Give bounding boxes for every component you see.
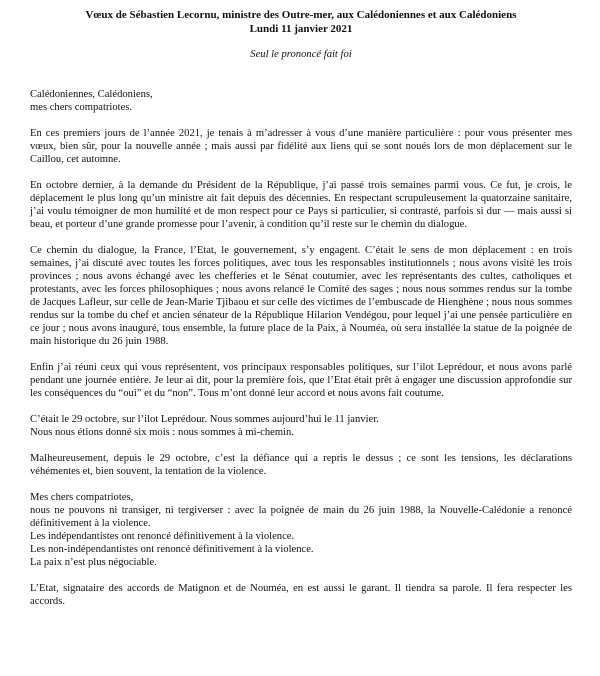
document-date: Lundi 11 janvier 2021	[249, 23, 353, 35]
paragraph: Malheureusement, depuis le 29 octobre, c’est la défiance qui a repris le dessus ; ce sont les tensions, les déclarations véhémentes et, bien souvent, la tentation de la violence.	[30, 453, 572, 477]
dates-block	[30, 413, 572, 439]
closing-line: Les non-indépendantistes ont renoncé définitivement à la violence.	[30, 544, 314, 555]
paragraph: Enfin j’ai réuni ceux qui vous représentent, vos principaux responsables politiques, sur l’ilot Leprédour, et nous avons parlé pendant une journée entière. Je leur ai dit, pour la première fois, que l’Etat était prêt à engager une discussion approfondie sur les conséquences du “oui” et du “non”. Tous m’ont donné leur accord et nous avons fait coutume.	[30, 362, 572, 399]
paragraph: En ces premiers jours de l’année 2021, je tenais à m’adresser à vous d’une manière particulière : pour vous présenter mes vœux, bien sûr, pour la nouvelle année ; mais aussi par fidélité aux liens qui se sont noués lors de mon déplacement sur le Caillou, cet automne.	[30, 128, 572, 165]
dates-line: C’était le 29 octobre, sur l’ilot Leprédour. Nous sommes aujourd’hui le 11 janvier.	[30, 414, 379, 425]
salutation-line: mes chers compatriotes.	[30, 102, 133, 113]
closing-line: nous ne pouvons ni transiger, ni tergiverser : avec la poignée de main du 26 juin 1988, la Nouvelle-Calédonie a renoncé définitivement à la violence.	[30, 505, 572, 529]
closing-line: Les indépendantistes ont renoncé définitivement à la violence.	[30, 531, 295, 542]
closing-line: Mes chers compatriotes,	[30, 492, 134, 503]
document-subtitle: Seul le prononcé fait foi	[250, 49, 352, 60]
salutation	[30, 88, 572, 114]
dates-line: Nous nous étions donné six mois : nous sommes à mi-chemin.	[30, 427, 294, 438]
paragraph: En octobre dernier, à la demande du Président de la République, j’ai passé trois semaines parmi vous. Ce fut, je crois, le déplacement le plus long qu’un ministre ait fait depuis des décennies. En respectant scrupuleusement la quatorzaine sanitaire, j’ai voulu témoigner de mon humilité et de mon respect pour ce Pays si particulier, si contrasté, parfois si dur — mais aussi si beau, et porteur d’une grande promesse pour l’avenir, à condition qu’il reste sur le chemin du dialogue.	[30, 180, 572, 230]
salutation-line: Calédoniennes, Calédoniens,	[30, 89, 153, 100]
closing-block	[30, 491, 572, 569]
final-paragraph: L’Etat, signataire des accords de Matignon et de Nouméa, en est aussi le garant. Il tiendra sa parole. Il fera respecter les accords.	[30, 583, 572, 607]
document-title: Vœux de Sébastien Lecornu, ministre des Outre-mer, aux Calédoniennes et aux Calédoniens	[85, 9, 517, 21]
paragraph: Ce chemin du dialogue, la France, l’Etat, le gouvernement, s’y engagent. C’était le sens de mon déplacement : en trois semaines, j’ai discuté avec toutes les forces politiques, avec tous les responsables institutionnels ; nous avons visité les trois provinces ; nous avons échangé avec les chefferies et le Sénat coutumier, avec les représentants des cultes, catholiques et protestants, avec les forces philosophiques ; nous avons relancé le Comité des sages ; nous nous sommes rendus sur la tombe de Jacques Lafleur, sur celle de Jean-Marie Tjibaou et sur celle des victimes de l’embuscade de Hienghène ; nous nous sommes rendus sur la tombe du chef et ancien sénateur de la République Hilarion Vendégou, pour lequel j’ai une pensée particulière en ce jour ; nous avons inauguré, tous ensemble, la future place de la Paix, à Nouméa, où sera installée la statue de la poignée de main historique du 26 juin 1988.	[30, 245, 572, 347]
closing-line: La paix n’est plus négociable.	[30, 557, 157, 568]
